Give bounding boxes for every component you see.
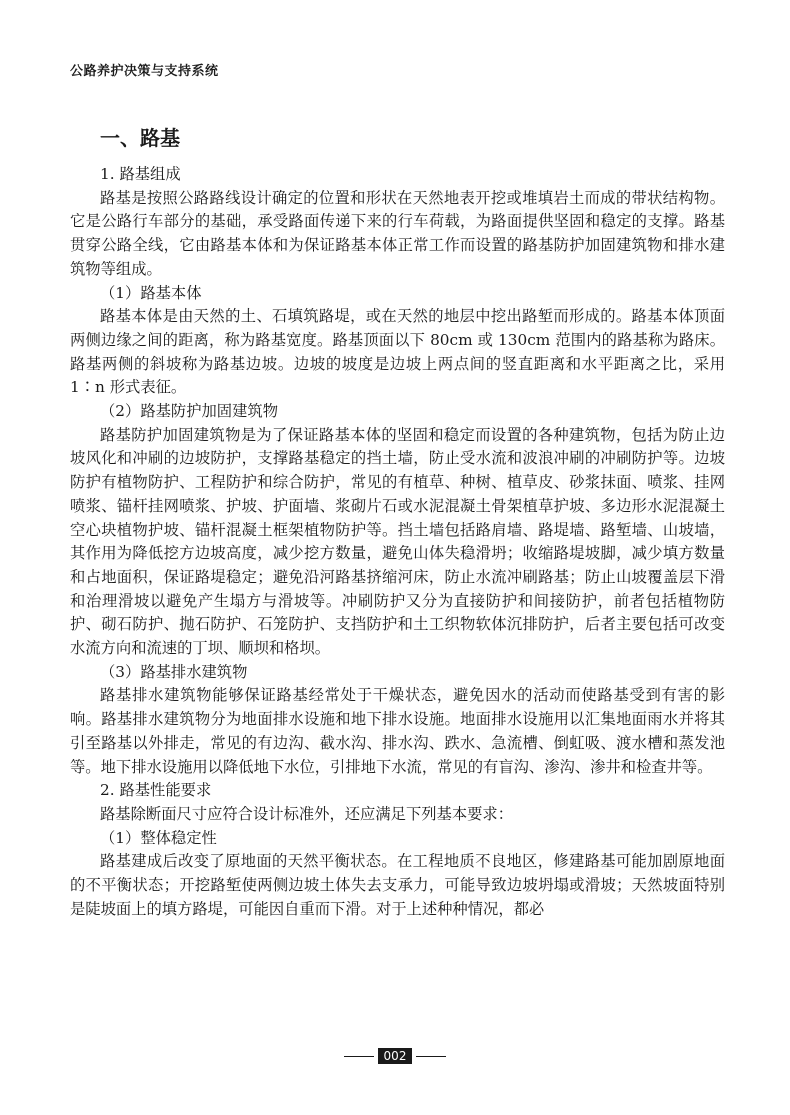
page-footer — [0, 1048, 790, 1064]
subheading-drainage: （3）路基排水建筑物 — [100, 662, 248, 681]
paragraph-roadbed-body: 路基本体是由天然的土、石填筑路堤，或在天然的地层中挖出路堑而形成的。路基本体顶面两侧边缘之间的距离，称为路基宽度。路基顶面以下 80cm 或 130cm 范围内的路基称为路床。路基两侧的斜坡称为路基边坡。边坡的坡度是边坡上两点间的竖直距离和水平距离之比，采用 1∶n 形式表征。 — [70, 307, 725, 397]
paragraph-drainage: 路基排水建筑物能够保证路基经常处于干燥状态，避免因水的活动而使路基受到有害的影响。路基排水建筑物分为地面排水设施和地下排水设施。地面排水设施用以汇集地面雨水并将其引至路基以外排走，常见的有边沟、截水沟、排水沟、跌水、急流槽、倒虹吸、渡水槽和蒸发池等。地下排水设施用以降低地下水位，引排地下水流，常见的有盲沟、渗沟、渗井和检查井等。 — [70, 686, 725, 776]
footer-rule-right — [416, 1056, 446, 1057]
body-text — [70, 163, 725, 922]
subheading-composition: 1. 路基组成 — [100, 165, 181, 183]
subheading-roadbed-body: （1）路基本体 — [100, 283, 202, 302]
paragraph-composition: 路基是按照公路路线设计确定的位置和形状在天然地表开挖或堆填岩土而成的带状结构物。它是公路行车部分的基础，承受路面传递下来的行车荷载，为路面提供坚固和稳定的支撑。路基贯穿公路全线，它由路基本体和为保证路基本体正常工作而设置的路基防护加固建筑物和排水建筑物等组成。 — [70, 188, 725, 278]
subheading-protection: （2）路基防护加固建筑物 — [100, 402, 278, 421]
subheading-stability: （1）整体稳定性 — [100, 828, 217, 847]
footer-rule-left — [344, 1056, 374, 1057]
paragraph-performance-intro: 路基除断面尺寸应符合设计标准外，还应满足下列基本要求： — [100, 804, 514, 823]
section-title: 一、路基 — [100, 126, 180, 150]
page-number: 002 — [378, 1048, 413, 1064]
paragraph-stability: 路基建成后改变了原地面的天然平衡状态。在工程地质不良地区，修建路基可能加剧原地面的不平衡状态；开挖路堑使两侧边坡土体失去支承力，可能导致边坡坍塌或滑坡；天然坡面特别是陡坡面上的填方路堤，可能因自重而下滑。对于上述种种情况，都必 — [70, 852, 725, 918]
paragraph-protection: 路基防护加固建筑物是为了保证路基本体的坚固和稳定而设置的各种建筑物，包括为防止边坡风化和冲刷的边坡防护，支撑路基稳定的挡土墙，防止受水流和波浪冲刷的冲刷防护等。边坡防护有植物防护、工程防护和综合防护，常见的有植草、种树、植草皮、砂浆抹面、喷浆、挂网喷浆、锚杆挂网喷浆、护坡、护面墙、浆砌片石或水泥混凝土骨架植草护坡、多边形水泥混凝土空心块植物护坡、锚杆混凝土框架植物防护等。挡土墙包括路肩墙、路堤墙、路堑墙、山坡墙，其作用为降低挖方边坡高度，减少挖方数量，避免山体失稳滑坍；收缩路堤坡脚，减少填方数量和占地面积，保证路堤稳定；避免沿河路基挤缩河床，防止水流冲刷路基；防止山坡覆盖层下滑和治理滑坡以避免产生塌方与滑坡等。冲刷防护又分为直接防护和间接防护，前者包括植物防护、砌石防护、抛石防护、石笼防护、支挡防护和土工织物软体沉排防护，后者主要包括可改变水流方向和流速的丁坝、顺坝和格坝。 — [70, 425, 725, 658]
running-header: 公路养护决策与支持系统 — [70, 64, 219, 79]
subheading-performance: 2. 路基性能要求 — [100, 781, 212, 800]
